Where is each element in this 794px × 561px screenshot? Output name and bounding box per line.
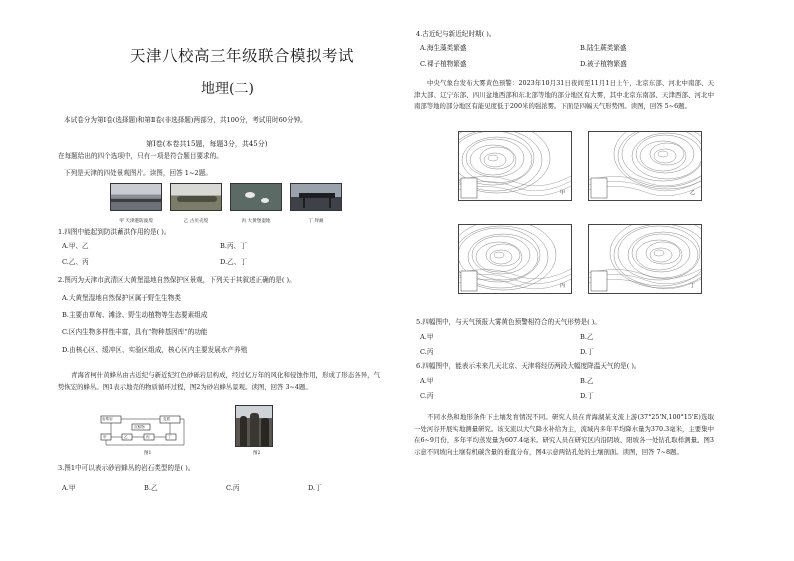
photo-bing bbox=[230, 183, 282, 211]
weather-map-ding bbox=[588, 224, 702, 294]
group3-passage: 中央气象台发布大雾黄色预警：2023年10月31日夜间至11月1日上午，北京东部、河北中南部、天津大部、辽宁东部、四川盆地西部和东北部等地的部分地区有大雾，其中北京东南部、天津西部、河北中南部等地的部分地区有能见度低于200米的强浓雾。下面是四幅天气形势图。读图，回答 5~6题。 bbox=[414, 79, 714, 111]
q1-option-a: A.甲、乙 bbox=[62, 242, 89, 250]
q6-option-b: B.乙 bbox=[580, 377, 594, 385]
exam-subtitle: 地理(二) bbox=[201, 81, 254, 97]
isobar-contour bbox=[480, 147, 514, 169]
isobar-contour bbox=[614, 132, 701, 189]
fig1-box-bing: 丙 bbox=[146, 435, 150, 439]
q5-option-a: A.甲 bbox=[420, 333, 434, 341]
map-label-yi: 乙 bbox=[689, 190, 695, 196]
right-column bbox=[414, 0, 714, 561]
section-heading: 第Ⅰ卷(本卷共15题，每题3分，共45分) bbox=[146, 140, 268, 148]
isobar-contour bbox=[486, 244, 520, 266]
isobar-contour bbox=[640, 141, 686, 171]
isobar-contour bbox=[636, 135, 694, 173]
fig1-box-magma: 岩浆岩 bbox=[102, 417, 113, 421]
q6-stem: 6.四幅图中，能表示未来几天北京、天津将经历两段大幅度降温天气的是( )。 bbox=[416, 362, 641, 370]
q4-option-a: A.海生藻类繁盛 bbox=[420, 44, 467, 52]
south-sea-inset bbox=[591, 178, 607, 198]
q4-option-d: D.被子植物繁盛 bbox=[580, 60, 627, 68]
photo-caption-jia: 甲 天津港防波堤 bbox=[119, 218, 153, 224]
left-column bbox=[58, 0, 380, 561]
isobar-contour bbox=[488, 155, 498, 161]
rock-cycle-lines bbox=[100, 414, 190, 448]
q4-stem: 4.古近纪与新近纪时期( )。 bbox=[416, 30, 496, 38]
isobar-contour bbox=[636, 240, 682, 270]
exam-title: 天津八校高三年级联合模拟考试 bbox=[130, 47, 355, 65]
q1-option-c: C.乙、丙 bbox=[62, 258, 89, 266]
south-sea-inset bbox=[461, 178, 477, 198]
weather-map-yi bbox=[588, 131, 702, 201]
photo-caption-ding: 丁 拜耐 bbox=[308, 218, 324, 224]
photo-jia bbox=[110, 183, 162, 211]
figure-rock-photo bbox=[235, 405, 273, 447]
exam-intro: 本试卷分为第Ⅰ卷(选择题)和第Ⅱ卷(非选择题)两部分，共100分，考试用时60分钟。 bbox=[64, 116, 307, 124]
fig1-label: 图1 bbox=[144, 451, 152, 456]
photo-caption-bing: 丙 大黄堡湿地 bbox=[241, 218, 271, 224]
q4-option-c: C.裸子植物繁盛 bbox=[420, 60, 467, 68]
isobar-lines-bing bbox=[459, 225, 571, 293]
isobar-contour bbox=[618, 132, 701, 187]
group1-intro: 下列是天津的四处景观图片。读图，回答 1~2题。 bbox=[64, 169, 212, 177]
photo-caption-yi: 乙 古贝壳堤 bbox=[183, 218, 209, 224]
isobar-contour bbox=[646, 242, 680, 264]
q3-option-d: D.丁 bbox=[308, 484, 322, 492]
isobar-lines-yi bbox=[589, 132, 701, 200]
q1-option-b: B.丙、丁 bbox=[220, 242, 247, 250]
map-label-jia: 甲 bbox=[559, 190, 565, 196]
photo-ding bbox=[290, 183, 342, 211]
isobar-lines-jia bbox=[459, 132, 571, 200]
q3-option-a: A.甲 bbox=[62, 484, 76, 492]
isobar-contour bbox=[466, 139, 524, 177]
fig1-box-yi: 乙 bbox=[124, 435, 128, 439]
isobar-contour bbox=[472, 236, 530, 274]
q1-option-d: D.乙、丁 bbox=[220, 258, 247, 266]
fig1-box-jia: 甲 bbox=[103, 435, 107, 439]
q6-option-c: C.丙 bbox=[420, 392, 434, 400]
fig2-label: 图2 bbox=[253, 451, 261, 456]
q5-option-d: D.丁 bbox=[580, 348, 594, 356]
isobar-contour bbox=[494, 252, 504, 258]
weather-map-jia bbox=[458, 131, 572, 201]
figure-rock-cycle bbox=[100, 414, 190, 448]
group2-passage: 青海省柯什黄蜂丛由古近纪与新近纪红色砂砾岩层构成，经过亿万年的风化和侵蚀作用，形成了形态各异，气势恢宏的蜂丛。图1表示地壳的物质循环过程，图2为砂岩蜂丛景观。读图，回答 3~4题。 bbox=[58, 371, 380, 391]
map-label-bing: 丙 bbox=[559, 283, 565, 289]
q2-option-d: D.由核心区、缓冲区、实验区组成，核心区内主要发展水产养殖 bbox=[62, 346, 248, 354]
q3-option-b: B.乙 bbox=[144, 484, 158, 492]
south-sea-inset bbox=[591, 271, 607, 291]
isobar-contour bbox=[650, 143, 684, 165]
q5-option-b: B.乙 bbox=[580, 333, 594, 341]
q6-option-d: D.丁 bbox=[580, 392, 594, 400]
q4-option-b: B.陆生蕨类繁盛 bbox=[580, 44, 627, 52]
q5-option-c: C.丙 bbox=[420, 348, 434, 356]
q2-option-c: C.区内生物多样性丰富，具有“物种基因库”的功能 bbox=[62, 328, 208, 336]
q3-stem: 3.图1中可以表示砂岩蜂丛的岩石类型的是( )。 bbox=[58, 464, 195, 472]
weather-map-bing bbox=[458, 224, 572, 294]
isobar-contour bbox=[654, 250, 664, 256]
q5-stem: 5.四幅图中，与天气预报大雾黄色预警相符合的天气形势是( )。 bbox=[416, 318, 601, 326]
isobar-contour bbox=[632, 133, 701, 179]
group4-passage: 不同水热和地形条件下土壤发育情况不同。研究人员在青海湖某支流上游(37°25'N,100°15'E)选取一处河谷开展实地测量研究。该支流以大气降水补给为主，流域内多年平均降水量为370.3毫米，主要集中在6~9月份，多年平均蒸发量为607.4毫米。研究人员在研究区内沿阴坡、阳坡各一处钻孔取样测量。图3示意不同坡向土壤有机碳含量的垂直分布，图4示意两钻孔处的土壤剖面。读图，回答 7~8题。 bbox=[414, 413, 714, 456]
isobar-contour bbox=[470, 145, 516, 175]
fig1-box-ding: 丁 bbox=[168, 435, 172, 439]
q3-option-c: C.丙 bbox=[226, 484, 240, 492]
section-instruction: 在每题给出的四个选项中，只有一项是符合题目要求的。 bbox=[58, 152, 223, 160]
q1-stem: 1.四图中能起到防洪蓄洪作用的是( )。 bbox=[58, 228, 171, 236]
south-sea-inset bbox=[461, 271, 477, 291]
isobar-contour bbox=[632, 234, 690, 272]
fig1-box-metamorphic: 变质 bbox=[163, 417, 171, 421]
q6-option-a: A.甲 bbox=[420, 377, 434, 385]
map-label-ding: 丁 bbox=[689, 283, 695, 289]
isobar-lines-ding bbox=[589, 225, 701, 293]
q2-option-a: A.大黄堡湿地自然保护区属于野生生物类 bbox=[62, 294, 181, 302]
q2-stem: 2.图丙为天津市武清区大黄堡湿地自然保护区景观，下列关于其叙述正确的是( )。 bbox=[58, 276, 296, 284]
q2-option-b: B.主要由草甸、滩涂、野生动植物等生态要素组成 bbox=[62, 311, 208, 319]
isobar-contour bbox=[658, 151, 668, 157]
photo-yi bbox=[170, 183, 222, 211]
isobar-contour bbox=[476, 242, 522, 272]
fig1-box-sediment: 沉积物 bbox=[134, 425, 145, 429]
